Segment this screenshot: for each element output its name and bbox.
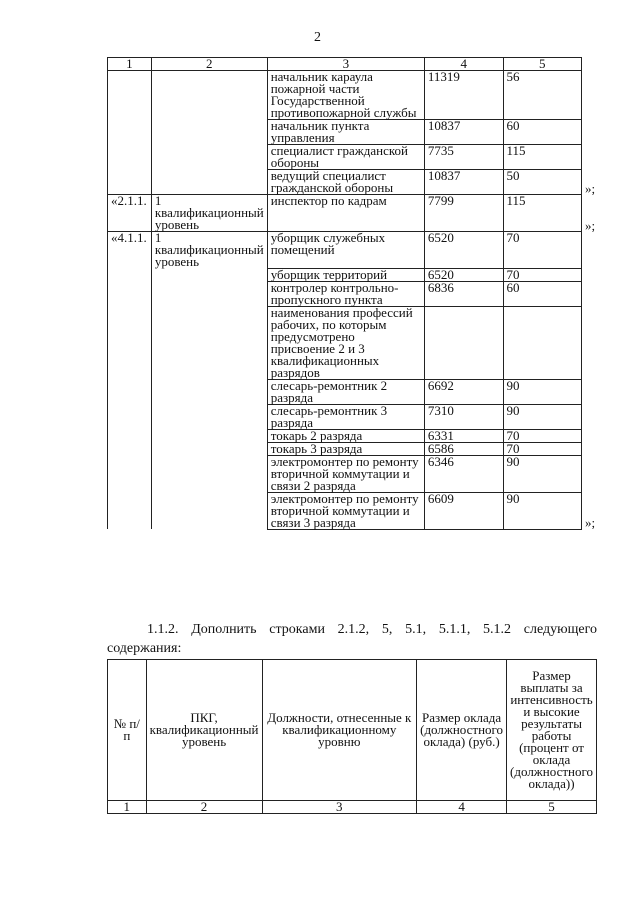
index-cell: 1: [108, 801, 147, 814]
index-cell: 1: [108, 58, 152, 71]
group-level: [151, 145, 267, 170]
group-code: [108, 306, 152, 379]
index-cell: 4: [424, 58, 503, 71]
table-row: [108, 281, 582, 306]
index-cell: 5: [507, 801, 597, 814]
closing-quote: »;: [585, 217, 596, 233]
group-level: [151, 120, 267, 145]
bonus-value: 70: [503, 442, 581, 455]
salary-value: 10837: [424, 170, 503, 195]
position-name: контролер контрольно-пропускного пункта: [267, 281, 424, 306]
group-level: 1 квалификационный уровень: [151, 195, 267, 232]
salary-value: 6520: [424, 232, 503, 269]
position-name: токарь 2 разряда: [267, 429, 424, 442]
header-number: № п/п: [108, 660, 147, 801]
position-name: токарь 3 разряда: [267, 442, 424, 455]
salary-value: 7799: [424, 195, 503, 232]
group-code: [108, 145, 152, 170]
index-cell: 2: [146, 801, 262, 814]
group-code: [108, 268, 152, 281]
position-name: ведущий специалист гражданской обороны: [267, 170, 424, 195]
position-name: специалист гражданской обороны: [267, 145, 424, 170]
table-row: [108, 232, 582, 269]
closing-quote: »;: [585, 515, 596, 530]
table-index-row: [108, 801, 597, 814]
position-name: уборщик служебных помещений: [267, 232, 424, 269]
table-header-row: [108, 660, 597, 801]
group-level: [151, 306, 267, 379]
group-code: [108, 404, 152, 429]
index-cell: 3: [262, 801, 417, 814]
table-row: [108, 170, 582, 195]
group-level: [151, 268, 267, 281]
bonus-value: 90: [503, 492, 581, 529]
position-name: начальник пункта управления: [267, 120, 424, 145]
table-row: [108, 120, 582, 145]
group-level: [151, 281, 267, 306]
group-code: [108, 71, 152, 120]
salary-value: 6609: [424, 492, 503, 529]
group-level: [151, 455, 267, 492]
bonus-value: 90: [503, 379, 581, 404]
salary-value: 6346: [424, 455, 503, 492]
table-row: [108, 404, 582, 429]
position-name: слесарь-ремонтник 2 разряда: [267, 379, 424, 404]
bonus-value: 115: [503, 145, 581, 170]
bonus-value: 56: [503, 71, 581, 120]
position-name: электромонтер по ремонту вторичной коммутации и связи 2 разряда: [267, 455, 424, 492]
salary-value: 11319: [424, 71, 503, 120]
group-code: [108, 120, 152, 145]
table-row: [108, 145, 582, 170]
index-cell: 5: [503, 58, 581, 71]
group-level: 1 квалификационный уровень: [151, 232, 267, 269]
group-code: [108, 442, 152, 455]
bonus-value: 70: [503, 232, 581, 269]
bonus-value: 90: [503, 404, 581, 429]
salary-value: 6692: [424, 379, 503, 404]
position-name: начальник караула пожарной части Государственной противопожарной службы: [267, 71, 424, 120]
new-rows-table: [107, 659, 597, 814]
header-qualification-group: ПКГ, квалификационный уровень: [146, 660, 262, 801]
group-level: [151, 404, 267, 429]
bonus-value: 60: [503, 281, 581, 306]
group-level: [151, 492, 267, 529]
bonus-value: 115: [503, 195, 581, 232]
bonus-value: 60: [503, 120, 581, 145]
closing-quote: »;: [585, 180, 596, 196]
position-name: уборщик территорий: [267, 268, 424, 281]
salary-value: 6520: [424, 268, 503, 281]
table-row: [108, 455, 582, 492]
group-level: [151, 442, 267, 455]
header-bonus: Размер выплаты за интенсивность и высокие результаты работы (процент от оклада (должностного оклада)): [507, 660, 597, 801]
salary-value: 10837: [424, 120, 503, 145]
group-level: [151, 429, 267, 442]
group-code: [108, 429, 152, 442]
index-cell: 4: [417, 801, 507, 814]
table-row: [108, 195, 582, 232]
position-name: слесарь-ремонтник 3 разряда: [267, 404, 424, 429]
group-code: [108, 281, 152, 306]
index-cell: 3: [267, 58, 424, 71]
group-level: [151, 170, 267, 195]
position-name: наименования профессий рабочих, по которым предусмотрено присвоение 2 и 3 квалификационных разрядов: [267, 306, 424, 379]
salary-value: 6331: [424, 429, 503, 442]
group-level: [151, 379, 267, 404]
group-level: [151, 71, 267, 120]
group-code: [108, 492, 152, 529]
table-row: [108, 306, 582, 379]
bonus-value: 70: [503, 268, 581, 281]
positions-table: [107, 57, 582, 530]
position-name: инспектор по кадрам: [267, 195, 424, 232]
amendment-paragraph: 1.1.2. Дополнить строками 2.1.2, 5, 5.1, 5.1.1, 5.1.2 следующего содержания:: [107, 622, 597, 656]
bonus-value: 70: [503, 429, 581, 442]
salary-value: 7735: [424, 145, 503, 170]
bonus-value: 90: [503, 455, 581, 492]
page-number: 2: [314, 30, 321, 45]
bonus-value: [503, 306, 581, 379]
salary-value: [424, 306, 503, 379]
group-code: «2.1.1.: [108, 195, 152, 232]
group-code: [108, 379, 152, 404]
salary-value: 7310: [424, 404, 503, 429]
group-code: [108, 455, 152, 492]
header-positions: Должности, отнесенные к квалификационному уровню: [262, 660, 417, 801]
table-row: [108, 71, 582, 120]
index-cell: 2: [151, 58, 267, 71]
table-row: [108, 492, 582, 529]
header-salary: Размер оклада (должностного оклада) (руб.): [417, 660, 507, 801]
salary-value: 6836: [424, 281, 503, 306]
position-name: электромонтер по ремонту вторичной коммутации и связи 3 разряда: [267, 492, 424, 529]
group-code: [108, 170, 152, 195]
group-code: «4.1.1.: [108, 232, 152, 269]
table-row: [108, 379, 582, 404]
salary-value: 6586: [424, 442, 503, 455]
bonus-value: 50: [503, 170, 581, 195]
